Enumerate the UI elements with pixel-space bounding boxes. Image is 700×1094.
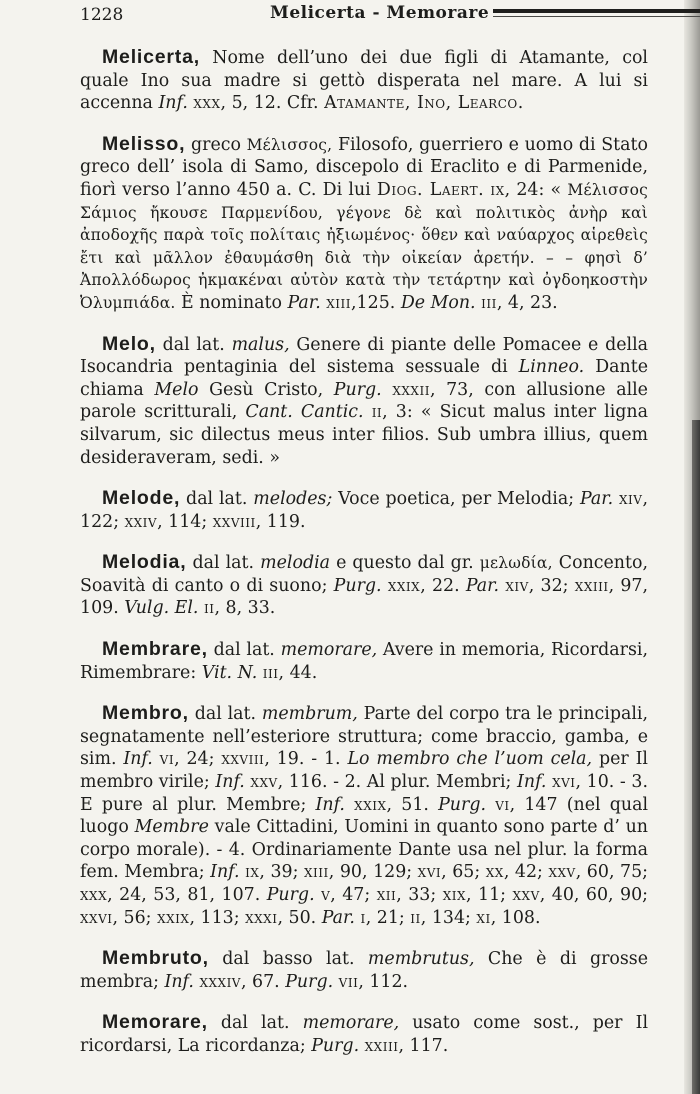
small-caps-text: xvi — [552, 772, 576, 793]
italic-text: Purg. — [266, 885, 315, 905]
italic-text: Melo — [154, 379, 199, 400]
dictionary-entries — [80, 46, 648, 1076]
body-text: usato come sost., per Il ricordarsi, La ricordanza; — [80, 1013, 649, 1056]
body-text: e questo dal gr. — [330, 553, 480, 574]
italic-text: De Mon. — [400, 292, 476, 313]
body-text: , 116. - 2. Al plur. Membri; — [277, 772, 518, 793]
small-caps-text: xi — [476, 907, 491, 928]
body-text — [153, 749, 160, 769]
body-text: greco — [185, 134, 247, 155]
italic-text: memorare, — [302, 1013, 400, 1034]
entry-headword: Melo, — [102, 332, 156, 355]
body-text: , 40, 60, 90; — [539, 885, 649, 905]
small-caps-text: ii — [203, 598, 215, 619]
body-text: , 97, 109. — [80, 575, 649, 619]
body-text: , 44. — [278, 662, 318, 683]
italic-text: Par. — [465, 575, 500, 596]
body-text — [345, 795, 354, 815]
small-caps-text: xxx — [80, 885, 108, 905]
entry-headword: Melode, — [102, 487, 181, 510]
body-text: , 67. — [240, 971, 286, 992]
body-text: Concento, Soavità di canto o di suono; — [80, 553, 648, 596]
body-text: , 50. — [277, 907, 322, 928]
dictionary-entry — [80, 333, 648, 470]
italic-text: Par. — [579, 489, 614, 510]
body-text: , 114; — [157, 511, 213, 532]
small-caps-text: vi — [159, 749, 175, 770]
body-text: , 8, 33. — [214, 598, 276, 619]
entry-text — [80, 1011, 648, 1057]
small-caps-text: xvi — [417, 862, 442, 883]
body-text: vale Cittadini, Uomini in quanto sono parte d’ un corpo morale). - 4. Ordinariamente Dante usa nel plur. la forma fem. Membra; — [80, 817, 648, 883]
body-text: , 24; — [174, 749, 222, 770]
italic-text: Lo membro che l’uom cela, — [347, 749, 593, 770]
small-caps-text: xxxiv — [199, 971, 241, 992]
italic-text: Inf. — [215, 772, 245, 793]
small-caps-text: xxiii — [574, 575, 609, 596]
small-caps-text: xxxii — [392, 379, 430, 400]
body-text: , 117. — [398, 1035, 449, 1056]
entry-headword: Membrare, — [102, 638, 208, 661]
body-text: dal basso lat. — [208, 949, 368, 970]
italic-text: Par. — [321, 907, 355, 928]
italic-text: melodia — [260, 553, 331, 574]
small-caps-text: v — [321, 885, 331, 905]
italic-text: Inf. — [164, 971, 194, 992]
entry-text — [80, 46, 648, 115]
italic-text: Inf. — [210, 862, 240, 883]
small-caps-text: xiii — [326, 292, 352, 313]
body-text: Nome dell’uno dei due figli di Atamante, col quale Ino sua madre si gettò disperata nel mare. A lui si accenna — [80, 48, 648, 114]
small-caps-text: iii — [262, 662, 279, 683]
body-text — [486, 795, 495, 815]
small-caps-text: xiii — [304, 862, 329, 883]
small-caps-text: xii — [376, 885, 397, 905]
small-caps-text: ii — [410, 907, 421, 928]
body-text: , 108. — [490, 907, 541, 928]
italic-text: Membre — [134, 817, 209, 838]
body-text: , 112. — [358, 971, 409, 992]
entry-headword: Melicerta, — [102, 46, 200, 68]
greek-text: μελωδία, — [479, 554, 553, 573]
entry-text — [80, 947, 648, 993]
italic-text: Par. — [287, 292, 321, 313]
entry-text — [80, 702, 648, 929]
italic-text: Purg. — [438, 794, 486, 815]
small-caps-text: ii — [371, 402, 383, 423]
dictionary-entry — [80, 702, 648, 929]
body-text: , 22. — [420, 575, 466, 596]
italic-text: Cant. Cantic. — [245, 402, 364, 423]
body-text: Filosofo, guerriero e uomo di Stato greco dell’ isola di Samo, discepolo di Eraclito e di Parmenide, fiorì verso l’anno 450 a. C. Di lui — [80, 134, 648, 200]
body-text: Che è di grosse membra; — [80, 949, 648, 992]
entry-text — [80, 551, 648, 620]
italic-text: Purg. — [285, 971, 334, 992]
body-text: Genere di piante delle Pomacee e della Isocandria pentaginia del sistema sessuale di — [80, 334, 648, 378]
small-caps-text: xxv — [250, 772, 278, 793]
small-caps-text: xx — [485, 862, 504, 883]
dictionary-entry — [80, 551, 648, 620]
small-caps-text: xxix — [354, 794, 387, 815]
body-text: dal lat. — [207, 1013, 303, 1034]
body-text: dal lat. — [188, 704, 262, 725]
body-text: , 10. - 3. E pure al plur. Membre; — [80, 772, 648, 815]
italic-text: malus, — [231, 334, 290, 355]
italic-text: Vit. N. — [201, 662, 258, 683]
body-text — [364, 402, 372, 422]
italic-text: Inf. — [123, 749, 153, 770]
dictionary-entry — [80, 133, 648, 315]
small-caps-text: iii — [481, 292, 497, 313]
italic-text: membrum, — [261, 704, 358, 725]
body-text: , 60, 75; — [575, 862, 649, 883]
entry-headword: Membruto, — [102, 947, 209, 970]
body-text: dal lat. — [180, 489, 254, 510]
body-text: Gesù Cristo, — [198, 379, 334, 400]
entry-headword: Membro, — [102, 702, 189, 725]
dictionary-entry — [80, 46, 648, 115]
small-caps-text: xxv — [512, 885, 540, 905]
greek-text: Μέλισσος, — [246, 135, 333, 154]
small-caps-text: xxviii — [212, 511, 256, 532]
body-text: , 21; — [365, 907, 411, 928]
small-caps-text: xxx — [193, 93, 221, 114]
body-text: , 42; — [503, 862, 549, 883]
page-edge-shadow — [684, 0, 700, 1094]
body-text: , 33; — [396, 885, 443, 905]
body-text: , 119. — [255, 511, 306, 532]
body-text: , 65; — [441, 862, 486, 883]
body-text: Voce poetica, per Melodia; — [332, 489, 580, 510]
body-text: , 24: « — [504, 179, 568, 200]
small-caps-text: xxviii — [221, 749, 265, 770]
italic-text: Purg. — [311, 1035, 360, 1056]
italic-text: Purg. — [333, 575, 382, 596]
body-text: , 73, con allusione alle parole scritturali, — [80, 379, 648, 423]
entry-text — [80, 333, 648, 470]
small-caps-text: i — [360, 907, 366, 928]
body-text: ,125. — [351, 292, 401, 313]
body-text: È nominato — [175, 292, 288, 313]
body-text: , 113; — [189, 907, 246, 928]
entry-headword: Memorare, — [102, 1011, 208, 1034]
small-caps-text: xxxi — [245, 907, 278, 928]
small-caps-text: xxv — [548, 862, 576, 883]
italic-text: memorare, — [280, 640, 378, 661]
entry-headword: Melisso, — [102, 132, 186, 155]
page-number: 1228 — [80, 5, 124, 25]
dictionary-entry — [80, 1011, 648, 1057]
small-caps-text: xiv — [505, 575, 529, 596]
entry-text — [80, 487, 648, 533]
small-caps-text: vi — [495, 794, 510, 815]
body-text: dal lat. — [207, 640, 281, 661]
body-text: , 134; — [420, 907, 477, 928]
body-text: , 11; — [466, 885, 513, 905]
italic-text: Inf. — [315, 794, 345, 815]
body-text: , 47; — [330, 885, 377, 905]
dictionary-entry — [80, 638, 648, 684]
small-caps-text: Atamante, Ino, Learco. — [324, 93, 524, 114]
body-text: Parte del corpo tra le principali, segnatamente nell’esteriore struttura; come braccio, gamba, e sim. — [80, 704, 648, 770]
body-text: Avere in memoria, Ricordarsi, Rimembrare: — [80, 640, 648, 683]
body-text: dal lat. — [155, 334, 232, 355]
running-title: Melicerta - Memorare — [266, 3, 493, 23]
body-text: Dante chiama — [80, 357, 648, 400]
small-caps-text: xiv — [619, 489, 643, 510]
italic-text: melodes; — [253, 489, 333, 510]
body-text: , 39; — [259, 862, 305, 883]
small-caps-text: xxiv — [124, 511, 158, 532]
italic-text: Inf. — [517, 772, 547, 793]
small-caps-text: xxvi — [80, 907, 113, 928]
italic-text: Inf. — [158, 93, 188, 114]
entry-text — [80, 638, 648, 684]
small-caps-text: xxix — [387, 575, 421, 596]
entry-text — [80, 133, 648, 315]
small-caps-text: Diog. Laert. — [376, 179, 485, 200]
small-caps-text: xxiii — [364, 1035, 399, 1056]
body-text: , 51. — [386, 794, 439, 815]
body-text: , 3: « Sicut malus inter ligna silvarum, sic dilectus meus inter filios. Sub umbra illius, quem desideraveram, sedi. » — [80, 402, 648, 468]
body-text: , 24, 53, 81, 107. — [107, 885, 267, 905]
greek-text: Μέλισσος Σάμιος ἤκουσε Παρμενίδου, γέγονε δὲ καὶ πολιτικὸς ἀνὴρ καὶ ἀποδοχῆς παρὰ τοῖς πολίταις ἠξιωμένος· ὅθεν καὶ ναύαρχος αἱρεθεὶς ἔτι καὶ μᾶλλον ἐθαυμάσθη διὰ τὴν οἰκείαν ἀρετήν. – – φησὶ δ’ Ἀπολλόδωρος ἠκμακέναι αὐτὸν κατὰ τὴν τετάρτην καὶ ὀγδοηκοστὴν Ὀλυμπιάδα. — [80, 180, 648, 312]
small-caps-text: ix — [490, 179, 505, 200]
entry-headword: Melodia, — [102, 551, 187, 574]
italic-text: Vulg. El. — [124, 598, 199, 619]
body-text: , 147 (nel qual luogo — [80, 794, 649, 838]
small-caps-text: xxix — [157, 907, 190, 928]
body-text: , 5, 12. Cfr. — [220, 93, 325, 114]
dictionary-entry — [80, 947, 648, 993]
italic-text: Purg. — [333, 379, 382, 400]
small-caps-text: ix — [245, 862, 260, 883]
page-header — [80, 3, 685, 27]
small-caps-text: vii — [338, 971, 359, 992]
italic-text: Linneo. — [518, 357, 585, 378]
body-text: , 19. - 1. — [264, 749, 348, 770]
italic-text: membrutus, — [367, 949, 475, 970]
body-text: , 4, 23. — [496, 292, 558, 313]
dictionary-entry — [80, 487, 648, 533]
body-text: , 90, 129; — [328, 862, 418, 883]
small-caps-text: xix — [442, 885, 467, 905]
body-text: per Il membro virile; — [80, 749, 648, 793]
body-text — [382, 380, 393, 400]
body-text: dal lat. — [186, 553, 261, 574]
body-text: , 122; — [80, 489, 648, 532]
body-text: , 56; — [112, 907, 158, 928]
body-text: , 32; — [528, 575, 575, 596]
